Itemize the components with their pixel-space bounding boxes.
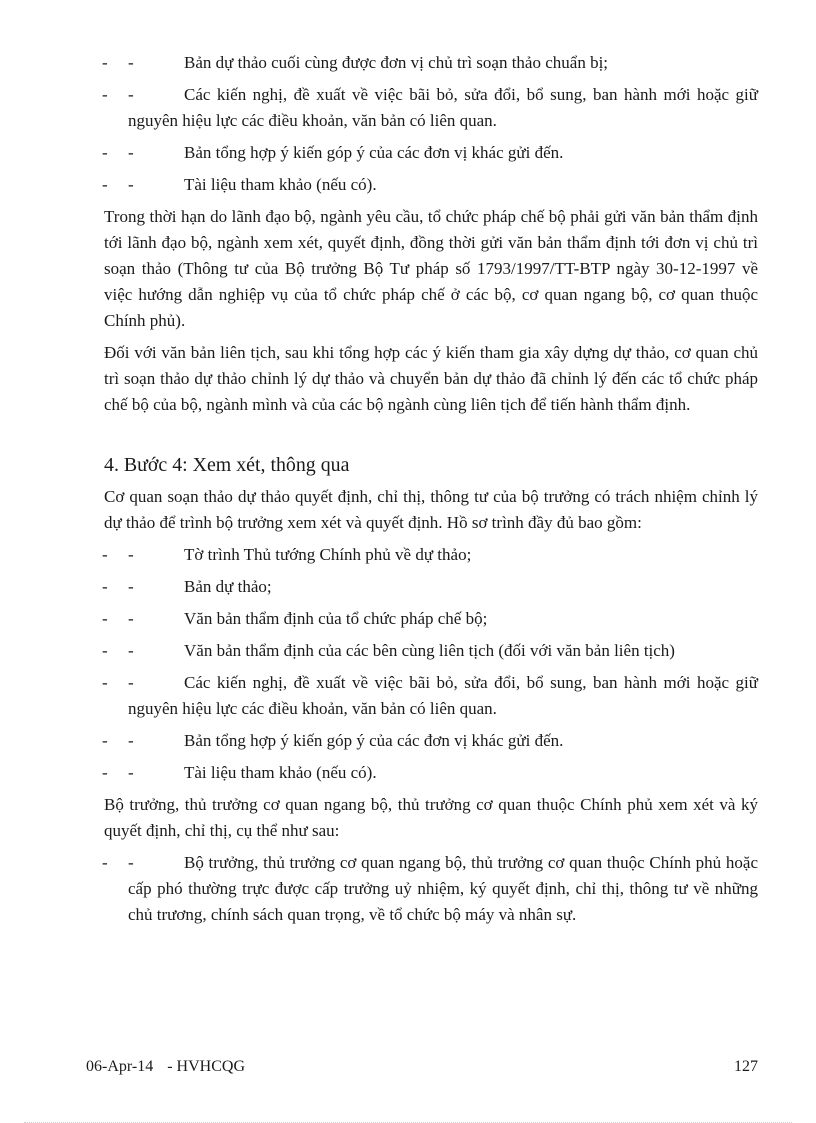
list-submission-dossier [104, 542, 758, 786]
bullet-marker: - [102, 763, 108, 782]
bullet-dash: - [128, 53, 134, 72]
bullet-marker: - [102, 577, 108, 596]
list-item-text: Bản dự thảo; [184, 577, 272, 596]
bullet-marker: - [102, 609, 108, 628]
list-item [104, 760, 758, 786]
list-item-text: Các kiến nghị, đề xuất về việc bãi bỏ, sửa đổi, bổ sung, ban hành mới hoặc giữ nguyên hiệu lực các điều khoản, văn bản có liên quan. [128, 673, 758, 718]
bullet-dash: - [128, 673, 134, 692]
list-item [104, 172, 758, 198]
list-item [104, 574, 758, 600]
bullet-marker: - [102, 641, 108, 660]
bullet-dash: - [128, 175, 134, 194]
footer-date: 06-Apr-14 [86, 1058, 154, 1075]
section-heading: 4. Bước 4: Xem xét, thông qua [104, 454, 350, 476]
list-item-text: Bản tổng hợp ý kiến góp ý của các đơn vị khác gửi đến. [184, 143, 564, 162]
bullet-marker: - [102, 175, 108, 194]
list-item [104, 542, 758, 568]
list-item-text: Văn bản thẩm định của các bên cùng liên tịch (đối với văn bản liên tịch) [184, 641, 675, 660]
bullet-dash: - [128, 641, 134, 660]
paragraph-appraisal-deadline: Trong thời hạn do lãnh đạo bộ, ngành yêu cầu, tổ chức pháp chế bộ phải gửi văn bản thẩm định tới lãnh đạo bộ, ngành xem xét, quyết định, đồng thời gửi văn bản thẩm định tới đơn vị chủ trì soạn thảo (Thông tư của Bộ trưởng Bộ Tư pháp số 1793/1997/TT-BTP ngày 30-12-1997 về việc hướng dẫn nghiệp vụ của tổ chức pháp chế ở các bộ, cơ quan ngang bộ, cơ quan thuộc Chính phủ). [104, 207, 758, 330]
bullet-dash: - [128, 545, 134, 564]
list-item-text: Bộ trưởng, thủ trưởng cơ quan ngang bộ, thủ trưởng cơ quan thuộc Chính phủ hoặc cấp phó thường trực được cấp trưởng uỷ nhiệm, ký quyết định, chỉ thị, thông tư về những chủ trương, chính sách quan trọng, về tổ chức bộ máy và nhân sự. [128, 853, 758, 924]
list-item-text: Tài liệu tham khảo (nếu có). [184, 763, 377, 782]
list-item-text: Tờ trình Thủ tướng Chính phủ về dự thảo; [184, 545, 472, 564]
paragraph-signing: Bộ trưởng, thủ trưởng cơ quan ngang bộ, thủ trưởng cơ quan thuộc Chính phủ xem xét và ký quyết định, chỉ thị, cụ thể như sau: [104, 795, 758, 840]
list-item-text: Tài liệu tham khảo (nếu có). [184, 175, 377, 194]
list-signing-rules [104, 850, 758, 928]
bullet-marker: - [102, 731, 108, 750]
list-item-text: Các kiến nghị, đề xuất về việc bãi bỏ, sửa đổi, bổ sung, ban hành mới hoặc giữ nguyên hiệu lực các điều khoản, văn bản có liên quan. [128, 85, 758, 130]
list-item [104, 140, 758, 166]
bullet-dash: - [128, 731, 134, 750]
bullet-dash: - [128, 763, 134, 782]
bullet-marker: - [102, 853, 108, 872]
list-item [104, 670, 758, 722]
bullet-dash: - [128, 609, 134, 628]
footer-left [86, 1058, 245, 1076]
bullet-marker: - [102, 673, 108, 692]
page-number: 127 [734, 1058, 758, 1075]
list-item [104, 50, 758, 76]
bullet-marker: - [102, 53, 108, 72]
paragraph-joint-documents: Đối với văn bản liên tịch, sau khi tổng hợp các ý kiến tham gia xây dựng dự thảo, cơ quan chủ trì soạn thảo dự thảo chỉnh lý dự thảo và chuyển bản dự thảo đã chỉnh lý đến các tổ chức pháp chế bộ của bộ, ngành mình và của các bộ ngành cùng liên tịch để tiến hành thẩm định. [104, 343, 758, 414]
footer-org: - HVHCQG [167, 1058, 245, 1075]
list-item-text: Văn bản thẩm định của tổ chức pháp chế bộ; [184, 609, 488, 628]
list-item-text: Bản tổng hợp ý kiến góp ý của các đơn vị khác gửi đến. [184, 731, 564, 750]
page-content [104, 50, 758, 934]
list-item [104, 728, 758, 754]
bullet-dash: - [128, 143, 134, 162]
list-item [104, 606, 758, 632]
bullet-marker: - [102, 545, 108, 564]
bullet-dash: - [128, 85, 134, 104]
bullet-marker: - [102, 143, 108, 162]
page-footer [86, 1058, 758, 1076]
list-item [104, 82, 758, 134]
list-requirements-1 [104, 50, 758, 198]
bullet-marker: - [102, 85, 108, 104]
bullet-dash: - [128, 853, 134, 872]
bullet-dash: - [128, 577, 134, 596]
list-item [104, 850, 758, 928]
list-item-text: Bản dự thảo cuối cùng được đơn vị chủ trì soạn thảo chuẩn bị; [184, 53, 609, 72]
paragraph-submission: Cơ quan soạn thảo dự thảo quyết định, chỉ thị, thông tư của bộ trưởng có trách nhiệm chỉnh lý dự thảo để trình bộ trưởng xem xét và quyết định. Hồ sơ trình đầy đủ bao gồm: [104, 487, 758, 532]
list-item [104, 638, 758, 664]
